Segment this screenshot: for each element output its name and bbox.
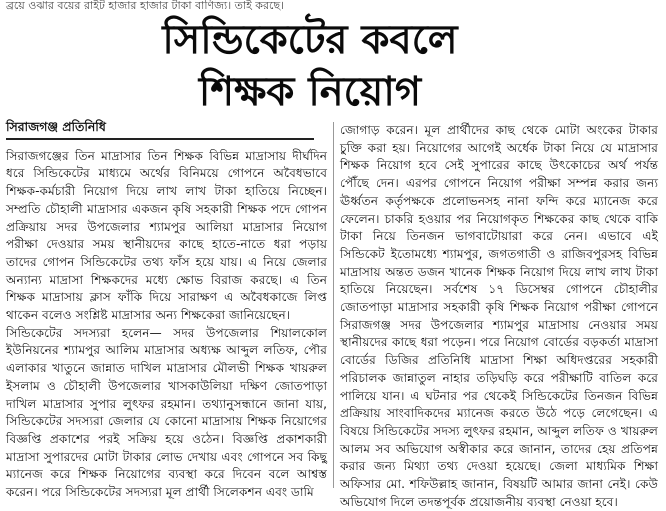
column-divider <box>333 122 334 488</box>
article-column-left <box>6 118 327 500</box>
headline-line-1: সিন্ডিকেটের কবলে <box>162 17 458 63</box>
article-column-right <box>340 122 658 509</box>
previous-article-fragment: ব্রয়ে ওঝার বয়ের রাইট হাজার হাজার টাকা বাণিজ্য। তাই করছে। <box>6 0 285 12</box>
article-paragraph: জোগাড় করেন। মূল প্রার্থীদের কাছ থেকে মোটা অংকের টাকার চুক্তি করা হয়। নিয়োগের আগেই অর্ধেক টাকা নিয়ে যে মাদ্রাসার শিক্ষক নিয়োগ হবে সেই সুপারের কাছে উৎকোচের অর্থ পর্যন্ত পৌঁছে দেন। এরপর গোপনে নিয়োগ পরীক্ষা সম্পন্ন করার জন্য ঊর্ধ্বতন কর্তৃপক্ষকে প্রলোভনসহ নানা ফন্দি করে ম্যানেজ করে ফেলেন। চাকরি হওয়ার পর নিয়োগকৃত শিক্ষকের কাছ থেকে বাকি টাকা নিয়ে তিনজন ভাগবাটোয়ারা করে নেন। এভাবে এই সিন্ডিকেট ইতোমধ্যে শ্যামপুর, জগতগাতী ও রাজিবপুরসহ বিভিন্ন মাদ্রাসায় অন্তত ডজন খানেক শিক্ষক নিয়োগ দিয়ে লাখ লাখ টাকা হাতিয়ে নিয়েছেন। সর্বশেষ ১৭ ডিসেম্বর গোপনে চৌহালীর জোতপাড়া মাদ্রাসার সহকারী কৃষি শিক্ষক নিয়োগ পরীক্ষা গোপনে সিরাজগঞ্জ সদর উপজেলার শ্যামপুর মাদ্রাসায় নেওয়ার সময় স্থানীয়দের কাছে ধরা পড়েন। পরে নিয়োগ বোর্ডের বড়কর্তা মাদ্রাসা বোর্ডের ডিজির প্রতিনিধি মাদ্রাসা শিক্ষা অধিদপ্তরের সহকারী পরিচালক জান্নাতুল নাহার তড়িঘড়ি করে পরীক্ষাটি বাতিল করে পালিয়ে যান। এ ঘটনার পর থেকেই সিন্ডিকেটের তিনজন বিভিন্ন প্রক্রিয়ায় সাংবাদিকদের ম্যানেজ করতে উঠে পড়ে লেগেছেন। এ বিষয়ে সিন্ডিকেটের সদস্য লুৎফর রহমান, আব্দুল লতিফ ও খায়রুল আলম সব অভিযোগ অস্বীকার করে জানান, তাদের হেয় প্রতিপন্ন করার জন্য মিথ্যা তথ্য দেওয়া হয়েছে। জেলা মাধ্যমিক শিক্ষা অফিসার মো. শফিউল্লাহ জানান, বিষয়টি আমার জানা নেই। কেউ অভিযোগ দিলে তদন্তপূর্বক প্রয়োজনীয় ব্যবস্থা নেওয়া হবে। <box>340 123 658 509</box>
byline: সিরাজগঞ্জ প্রতিনিধি <box>6 119 106 134</box>
headline-line-2: শিক্ষক নিয়োগ <box>198 69 422 115</box>
byline-rule <box>6 138 314 140</box>
article-paragraph: সিন্ডিকেটের সদস্যরা হলেন— সদর উপজেলার শিয়ালকোল ইউনিয়নের শ্যামপুর আলিম মাদ্রাসার অধ্যক্ষ আব্দুল লতিফ, পৌর এলাকার খাতুনে জান্নাত দাখিল মাদ্রাসার মৌলভী শিক্ষক খায়রুল ইসলাম ও চৌহালী উপজেলার খাসকাউলিয়া দক্ষিণ জোতপাড়া দাখিল মাদ্রাসার সুপার লুৎফর রহমান। তথ্যানুসন্ধানে জানা যায়, সিন্ডিকেটের সদস্যরা জেলার যে কোনো মাদ্রাসায় শিক্ষক নিয়োগের বিজ্ঞপ্তি প্রকাশের পরই সক্রিয় হয়ে ওঠেন। বিজ্ঞপ্তি প্রকাশকারী মাদ্রাসা সুপারদের মোটা টাকার লোভ দেখায় এবং গোপনে সব কিছু ম্যানেজ করে শিক্ষক নিয়োগের ব্যবস্থা করে দিবেন বলে আশ্বস্ত করেন। পরে সিন্ডিকেটের সদস্যরা মূল প্রার্থী সিলেকশন এবং ডামি <box>6 325 327 500</box>
article-paragraph: সিরাজগঞ্জের তিন মাদ্রাসার তিন শিক্ষক বিভিন্ন মাদ্রাসায় দীর্ঘদিন ধরে সিন্ডিকেটের মাধ্যমে অর্থের বিনিময়ে গোপনে অবৈধভাবে শিক্ষক-কর্মচারী নিয়োগ দিয়ে লাখ লাখ টাকা হাতিয়ে নিচ্ছেন। সম্প্রতি চৌহালী মাদ্রাসার একজন কৃষি সহকারী শিক্ষক পদে গোপন প্রক্রিয়ায় সদর উপজেলার শ্যামপুর আলিয়া মাদ্রাসার নিয়োগ পরীক্ষা দেওয়ার সময় স্থানীয়দের কাছে হাতে-নাতে ধরা পড়ায় তাদের গোপন সিন্ডিকেটের তথ্য ফাঁস হয়ে যায়। এ নিয়ে জেলার অন্যান্য মাদ্রাসা শিক্ষকদের মধ্যে ক্ষোভ বিরাজ করছে। এ তিন শিক্ষক মাদ্রাসায় ক্লাস ফাঁকি দিয়ে সারাক্ষণ এ অবৈধকাজে লিপ্ত থাকেন বলেও সংশ্লিষ্ট মাদ্রাসার অন্য শিক্ষকেরা জানিয়েছেন। <box>6 148 327 323</box>
